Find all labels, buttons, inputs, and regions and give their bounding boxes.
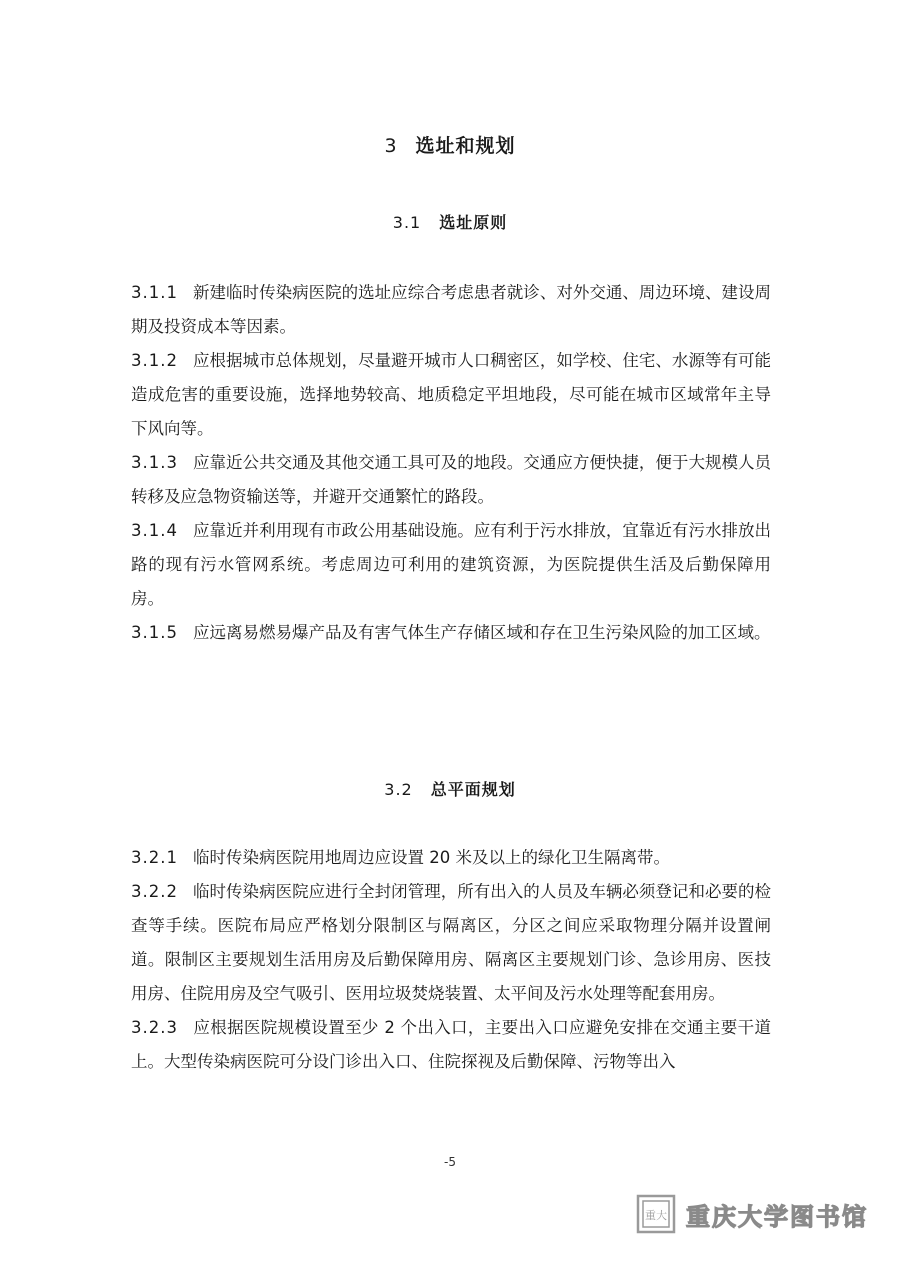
chapter-heading (0, 131, 900, 158)
section-title: 选址原则 (439, 213, 508, 232)
section-3-1-body (131, 276, 771, 650)
clause-text: 临时传染病医院应进行全封闭管理，所有出入的人员及车辆必须登记和必要的检查等手续。医院布局应严格划分限制区与隔离区，分区之间应采取物理分隔并设置闸道。限制区主要规划生活用房及后勤保障用房、隔离区主要规划门诊、急诊用房、医技用房、住院用房及空气吸引、医用垃圾焚烧装置、太平间及污水处理等配套用房。 (131, 882, 771, 1003)
section-title: 总平面规划 (430, 780, 516, 799)
clause-text: 临时传染病医院用地周边应设置 20 米及以上的绿化卫生隔离带。 (193, 848, 670, 867)
clause-3-1-3 (131, 446, 771, 514)
clause-number: 3.1.1 (131, 283, 178, 302)
clause-number: 3.1.4 (131, 521, 178, 540)
clause-number: 3.1.2 (131, 351, 178, 370)
library-watermark (636, 1192, 876, 1236)
clause-number: 3.1.5 (131, 623, 178, 642)
clause-3-1-4 (131, 514, 771, 616)
clause-text: 应靠近并利用现有市政公用基础设施。应有利于污水排放，宜靠近有污水排放出路的现有污水管网系统。考虑周边可利用的建筑资源，为医院提供生活及后勤保障用房。 (131, 521, 771, 608)
section-heading-3-2 (0, 777, 900, 800)
clause-3-1-1 (131, 276, 771, 344)
clause-3-2-3 (131, 1011, 771, 1079)
clause-text: 应靠近公共交通及其他交通工具可及的地段。交通应方便快捷，便于大规模人员转移及应急物资输送等，并避开交通繁忙的路段。 (131, 453, 771, 506)
seal-text: 重大 (645, 1209, 667, 1222)
clause-number: 3.2.2 (131, 882, 178, 901)
clause-3-1-5 (131, 616, 771, 650)
library-seal-icon (636, 1194, 676, 1234)
chapter-number: 3 (384, 135, 398, 157)
clause-text: 应远离易燃易爆产品及有害气体生产存储区域和存在卫生污染风险的加工区域。 (193, 623, 771, 642)
page-number: -5 (444, 1155, 456, 1169)
section-heading-3-1 (0, 210, 900, 233)
library-name: 重庆大学图书馆 (686, 1202, 868, 1231)
section-number: 3.1 (392, 213, 422, 232)
clause-number: 3.2.1 (131, 848, 178, 867)
clause-number: 3.1.3 (131, 453, 178, 472)
chapter-title: 选址和规划 (415, 135, 516, 157)
clause-number: 3.2.3 (131, 1018, 178, 1037)
section-number: 3.2 (384, 780, 413, 799)
clause-text: 应根据城市总体规划，尽量避开城市人口稠密区，如学校、住宅、水源等有可能造成危害的重要设施，选择地势较高、地质稳定平坦地段，尽可能在城市区域常年主导下风向等。 (131, 351, 771, 438)
clause-3-1-2 (131, 344, 771, 446)
clause-text: 应根据医院规模设置至少 2 个出入口，主要出入口应避免安排在交通主要干道上。大型传染病医院可分设门诊出入口、住院探视及后勤保障、污物等出入 (131, 1018, 771, 1071)
section-3-2-body (131, 841, 771, 1079)
clause-text: 新建临时传染病医院的选址应综合考虑患者就诊、对外交通、周边环境、建设周期及投资成本等因素。 (131, 283, 771, 336)
clause-3-2-1 (131, 841, 771, 875)
clause-3-2-2 (131, 875, 771, 1011)
